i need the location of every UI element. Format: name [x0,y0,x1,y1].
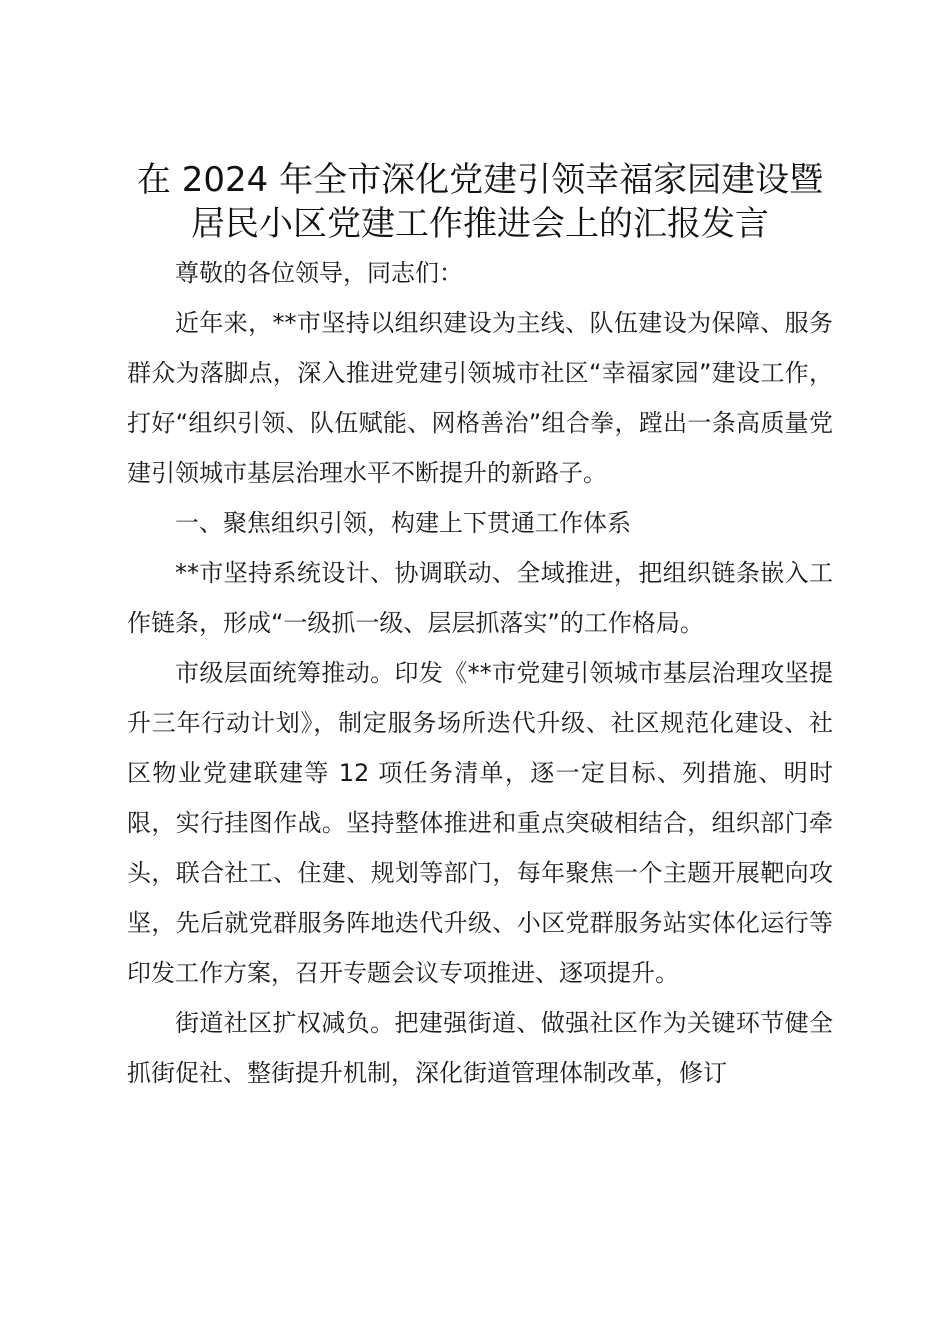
salutation: 尊敬的各位领导，同志们： [175,259,463,287]
document-body [127,158,833,1098]
title-line-2: 居民小区党建工作推进会上的汇报发言 [191,204,769,244]
section-heading-1: 一、聚焦组织引领，构建上下贯通工作体系 [175,509,631,537]
paragraph-section-1-summary: **市坚持系统设计、协调联动、全域推进，把组织链条嵌入工作链条，形成“一级抓一级、层层抓落实”的工作格局。 [127,559,833,637]
paragraph-street-community: 街道社区扩权减负。把建强街道、做强社区作为关键环节健全抓街促社、整街提升机制，深化街道管理体制改革，修订 [127,1009,833,1087]
title-line-1: 在 2024 年全市深化党建引领幸福家园建设暨 [136,160,824,200]
document-title [127,158,833,246]
paragraph-city-level: 市级层面统筹推动。印发《**市党建引领城市基层治理攻坚提升三年行动计划》，制定服务场所迭代升级、社区规范化建设、社区物业党建联建等 12 项任务清单，逐一定目标、列措施、明时限，实行挂图作战。坚持整体推进和重点突破相结合，组织部门牵头，联合社工、住建、规划等部门，每年聚焦一个主题开展靶向攻坚，先后就党群服务阵地迭代升级、小区党群服务站实体化运行等印发工作方案，召开专题会议专项推进、逐项提升。 [127,659,833,987]
paragraph-intro: 近年来，**市坚持以组织建设为主线、队伍建设为保障、服务群众为落脚点，深入推进党建引领城市社区“幸福家园”建设工作，打好“组织引领、队伍赋能、网格善治”组合拳，蹚出一条高质量党建引领城市基层治理水平不断提升的新路子。 [127,309,833,487]
